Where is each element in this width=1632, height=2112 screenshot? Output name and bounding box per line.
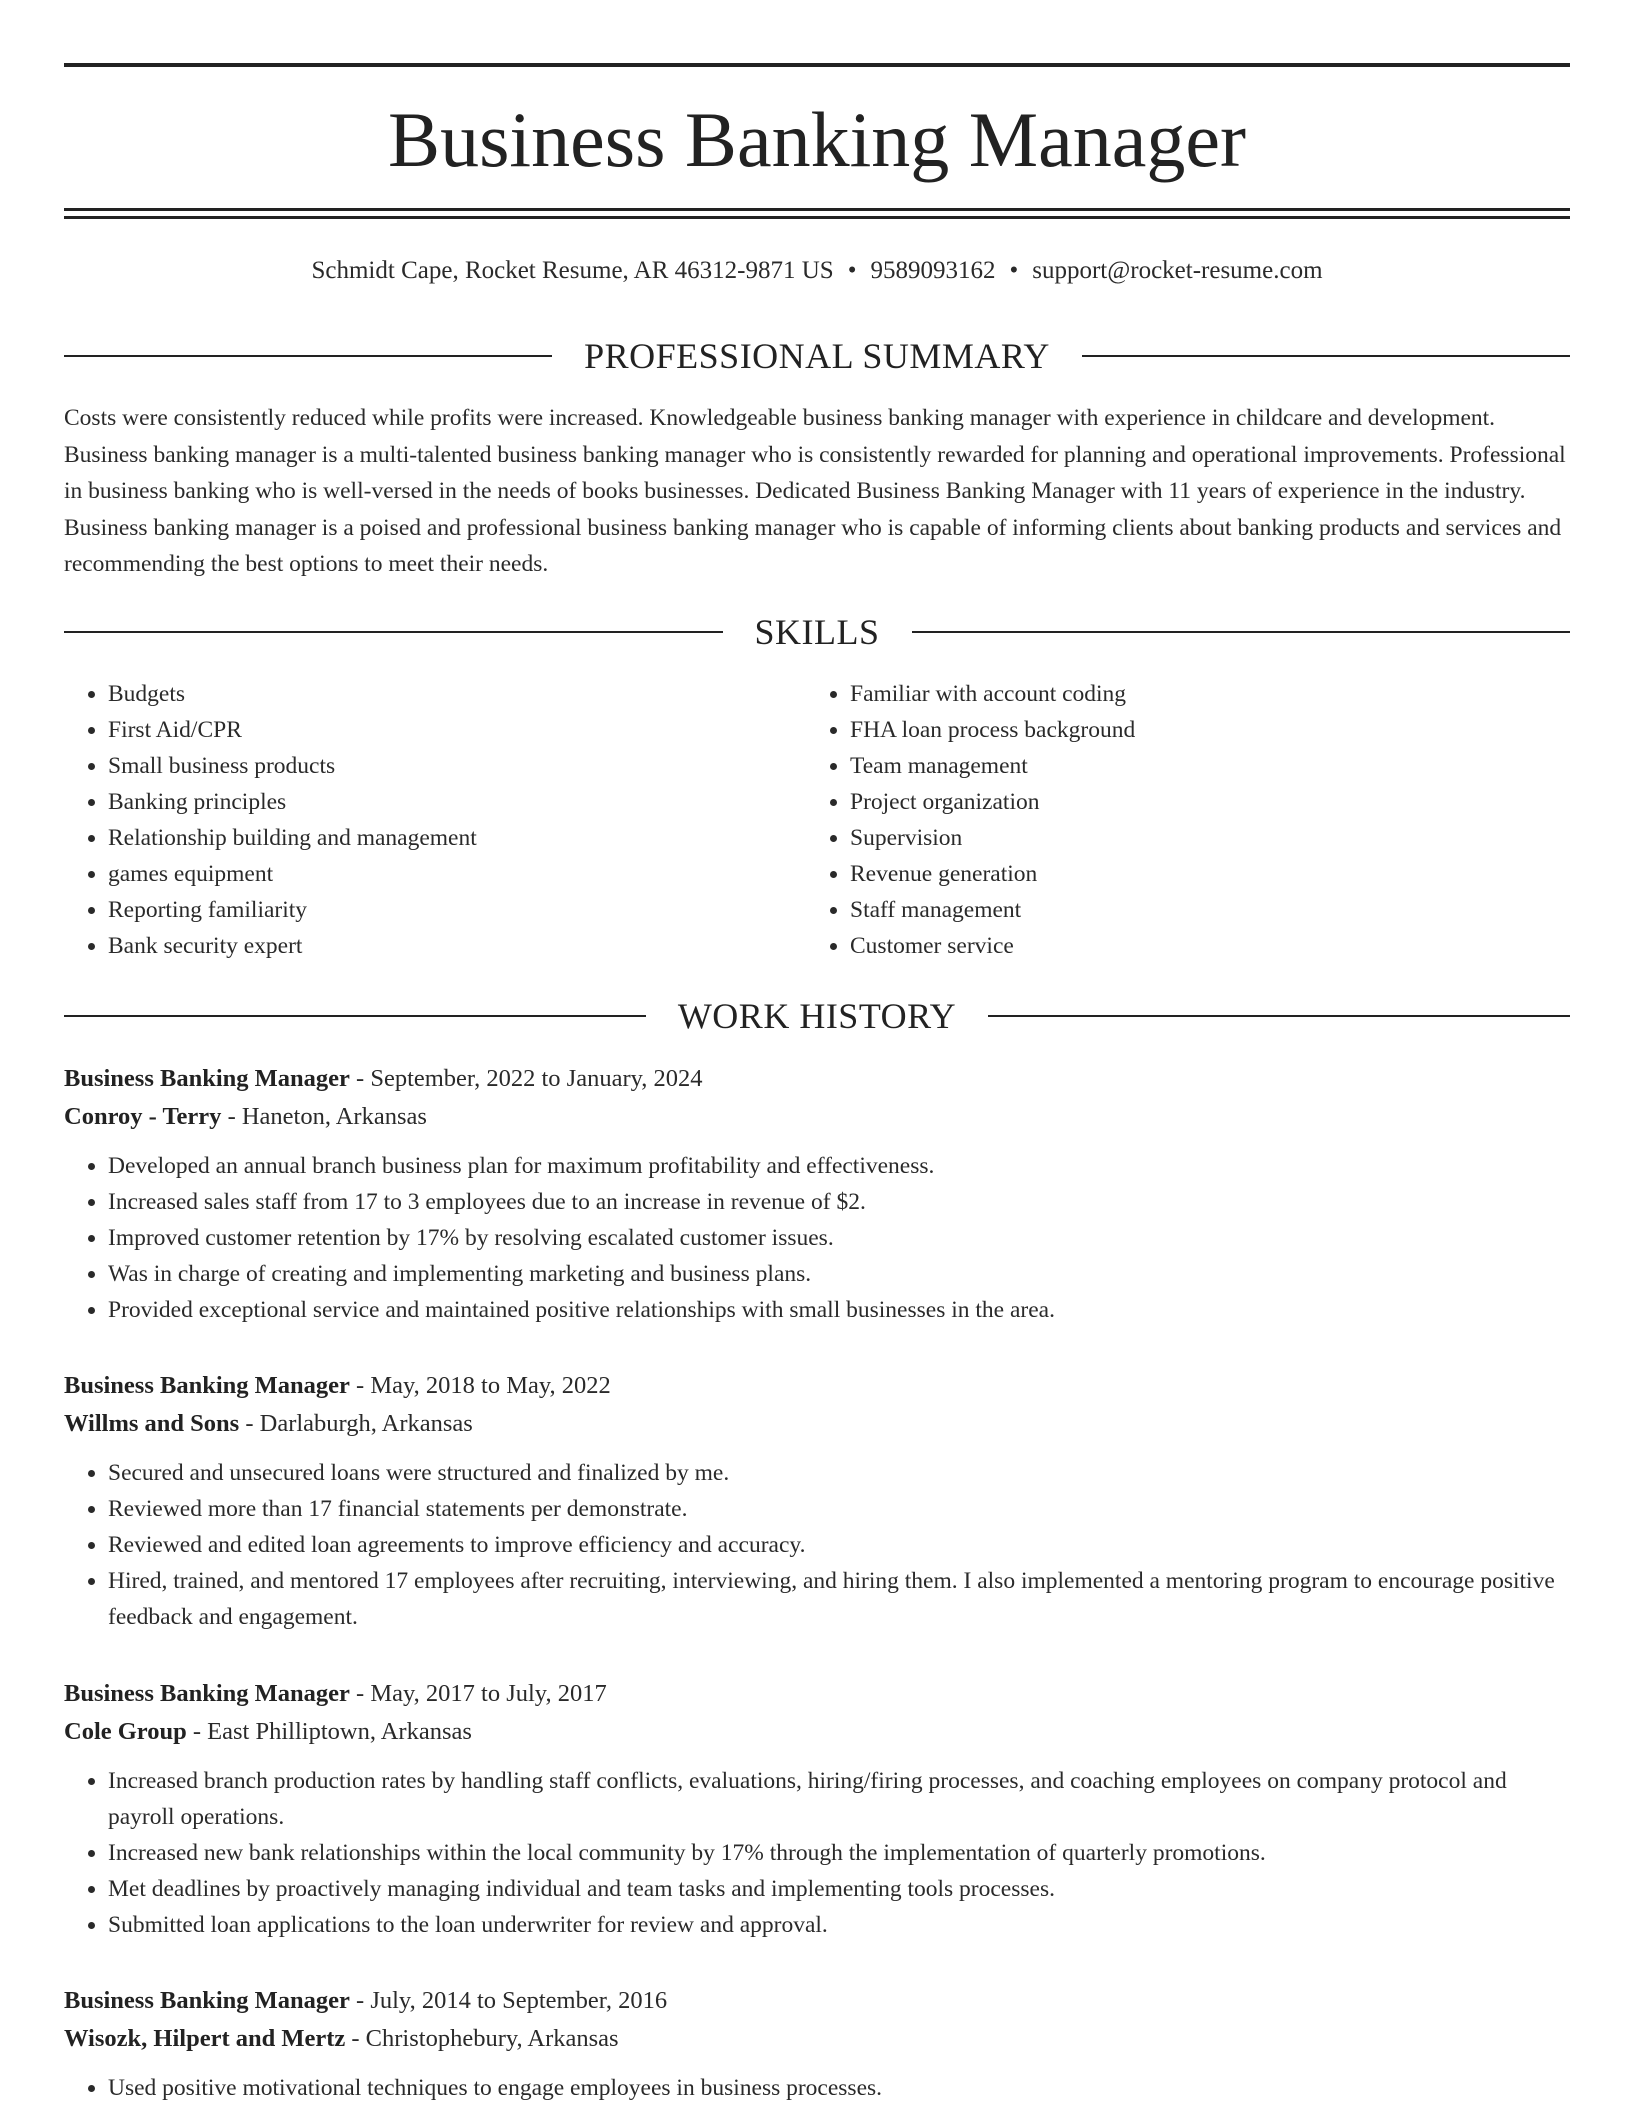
skill-item: • Relationship building and management: [108, 820, 806, 856]
skill-item: • Familiar with account coding: [850, 676, 1548, 712]
job-bullet: • Provided exceptional service and maintained positive relationships with small businesses in the area.: [108, 1292, 1570, 1328]
skills-column-right: [806, 676, 1548, 964]
job-dates: - September, 2022 to January, 2024: [349, 1065, 703, 1092]
resume-name: Business Banking Manager: [388, 96, 1246, 183]
job-location: - Darlaburgh, Arkansas: [239, 1410, 473, 1437]
job-title: Business Banking Manager: [64, 1987, 350, 2014]
job-bullet: • Increased branch production rates by handling staff conflicts, evaluations, hiring/firing processes, and coaching employees on company protocol and payroll operations.: [108, 1763, 1570, 1835]
skills-column-left: [64, 676, 806, 964]
heading-rule-left: [64, 355, 552, 357]
skills-heading: [64, 612, 1570, 652]
job-company: Cole Group: [64, 1718, 187, 1745]
job-bullets: [64, 1148, 1570, 1328]
job-location: - Haneton, Arkansas: [221, 1103, 427, 1130]
job-company-line: [64, 1713, 1570, 1751]
skill-item: • FHA loan process background: [850, 712, 1548, 748]
contact-phone: 9589093162: [870, 257, 996, 284]
job-title-line: [64, 1367, 1570, 1405]
job-title: Business Banking Manager: [64, 1680, 350, 1707]
heading-rule-left: [64, 631, 723, 633]
job-bullet: • Met deadlines by proactively managing individual and team tasks and implementing tools processes.: [108, 1871, 1570, 1907]
job-bullets: [64, 2070, 1570, 2106]
job-location: - Christophebury, Arkansas: [345, 2025, 619, 2052]
job-bullet: • Reviewed and edited loan agreements to improve efficiency and accuracy.: [108, 1527, 1570, 1563]
job-title-line: [64, 1982, 1570, 2020]
job-title-line: [64, 1060, 1570, 1098]
skill-item: • Revenue generation: [850, 856, 1548, 892]
job-entry: [64, 1675, 1570, 1943]
skill-item: • Bank security expert: [108, 928, 806, 964]
job-bullet: • Improved customer retention by 17% by resolving escalated customer issues.: [108, 1220, 1570, 1256]
heading-rule-right: [912, 631, 1571, 633]
work-history-heading-label: WORK HISTORY: [677, 996, 957, 1036]
job-bullet: • Hired, trained, and mentored 17 employees after recruiting, interviewing, and hiring them. I also implemented a mentoring program to encourage positive feedback and engagement.: [108, 1563, 1570, 1635]
heading-rule-right: [1082, 355, 1570, 357]
job-bullets: [64, 1763, 1570, 1943]
contact-line: [64, 254, 1570, 288]
header-double-rule-upper: [64, 208, 1570, 211]
skill-item: • Customer service: [850, 928, 1548, 964]
skill-item: • Project organization: [850, 784, 1548, 820]
job-location: - East Philliptown, Arkansas: [186, 1718, 472, 1745]
job-bullet: • Submitted loan applications to the loan underwriter for review and approval.: [108, 1907, 1570, 1943]
job-bullet: • Used positive motivational techniques to engage employees in business processes.: [108, 2070, 1570, 2106]
skill-item: • Budgets: [108, 676, 806, 712]
skill-item: • games equipment: [108, 856, 806, 892]
job-dates: - May, 2017 to July, 2017: [349, 1680, 607, 1707]
contact-separator: •: [1009, 257, 1019, 284]
job-company: Wisozk, Hilpert and Mertz: [64, 2025, 346, 2052]
skills-heading-label: SKILLS: [754, 612, 880, 652]
job-bullet: • Was in charge of creating and implementing marketing and business plans.: [108, 1256, 1570, 1292]
job-title: Business Banking Manager: [64, 1065, 350, 1092]
contact-address: Schmidt Cape, Rocket Resume, AR 46312-9871 US: [311, 257, 834, 284]
job-bullet: • Increased new bank relationships within the local community by 17% through the implementation of quarterly promotions.: [108, 1835, 1570, 1871]
job-entry: [64, 1982, 1570, 2106]
contact-email: support@rocket-resume.com: [1032, 257, 1323, 284]
work-history-heading: [64, 996, 1570, 1036]
heading-rule-right: [988, 1015, 1570, 1017]
job-company: Willms and Sons: [64, 1410, 240, 1437]
job-title-line: [64, 1675, 1570, 1713]
job-bullet: • Increased sales staff from 17 to 3 employees due to an increase in revenue of $2.: [108, 1184, 1570, 1220]
skill-item: • Reporting familiarity: [108, 892, 806, 928]
job-company: Conroy - Terry: [64, 1103, 222, 1130]
job-entry: [64, 1367, 1570, 1635]
header-top-rule: [64, 63, 1570, 67]
job-company-line: [64, 1405, 1570, 1443]
skill-item: • Banking principles: [108, 784, 806, 820]
skill-item: • Team management: [850, 748, 1548, 784]
summary-heading-label: PROFESSIONAL SUMMARY: [584, 336, 1050, 376]
job-bullet: • Secured and unsecured loans were structured and finalized by me.: [108, 1455, 1570, 1491]
summary-heading: [64, 336, 1570, 376]
job-bullet: • Developed an annual branch business plan for maximum profitability and effectiveness.: [108, 1148, 1570, 1184]
summary-text: Costs were consistently reduced while profits were increased. Knowledgeable business banking manager with experience in childcare and development. Business banking manager is a multi-talented business banking manager who is consistently rewarded for planning and operational improvements. Professional in business banking who is well-versed in the needs of books businesses. Dedicated Business Banking Manager with 11 years of experience in the industry. Business banking manager is a poised and professional business banking manager who is capable of informing clients about banking products and services and recommending the best options to meet their needs.: [64, 405, 1566, 577]
skill-item: • First Aid/CPR: [108, 712, 806, 748]
job-company-line: [64, 2020, 1570, 2058]
job-dates: - May, 2018 to May, 2022: [349, 1372, 611, 1399]
skill-item: • Small business products: [108, 748, 806, 784]
contact-separator: •: [847, 257, 857, 284]
skills-list: [64, 676, 1570, 964]
header-double-rule-lower: [64, 216, 1570, 219]
job-title: Business Banking Manager: [64, 1372, 350, 1399]
job-company-line: [64, 1098, 1570, 1136]
job-dates: - July, 2014 to September, 2016: [349, 1987, 668, 2014]
skill-item: • Staff management: [850, 892, 1548, 928]
heading-rule-left: [64, 1015, 646, 1017]
job-bullets: [64, 1455, 1570, 1635]
job-bullet: • Reviewed more than 17 financial statements per demonstrate.: [108, 1491, 1570, 1527]
job-entry: [64, 1060, 1570, 1328]
skill-item: • Supervision: [850, 820, 1548, 856]
